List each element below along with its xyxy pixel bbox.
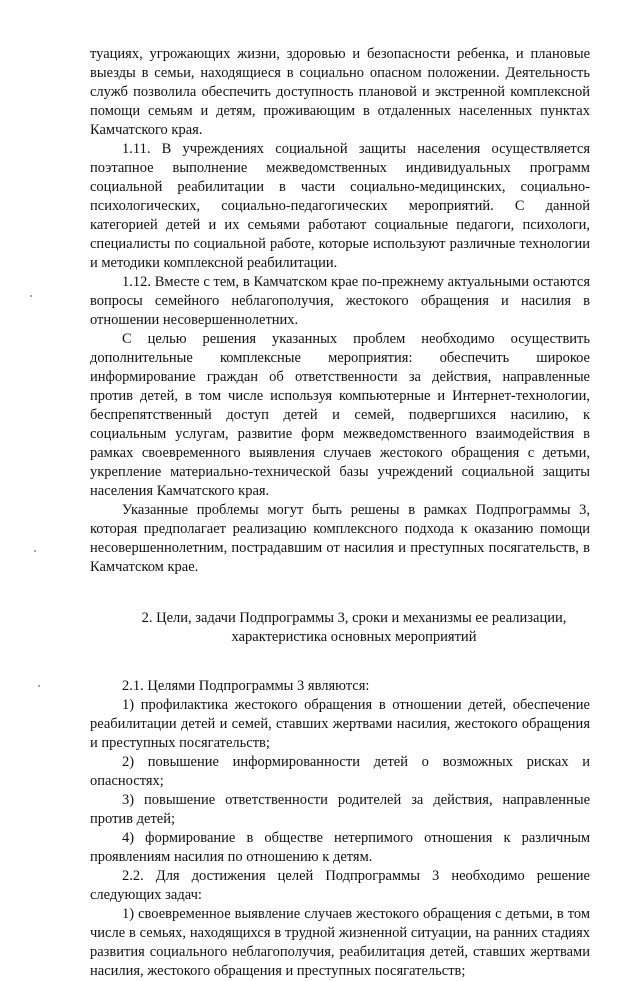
goal-item-2: 2) повышение информированности детей о возможных рисках и опасностях; — [90, 754, 590, 789]
goal-item-3: 3) повышение ответственности родителей за действия, направленные против детей; — [90, 792, 590, 827]
paragraph-continuation: туациях, угрожающих жизни, здоровью и безопасности ребенка, и плановые выезды в семьи, находящиеся в социально опасном положении. Деятельность служб позволила обеспечить доступность плановой и экстренной комплексной помощи семьям и детям, проживающим в отдаленных населенных пунктах Камчатского края. — [90, 46, 590, 138]
paragraph-measures: С целью решения указанных проблем необходимо осуществить дополнительные комплексные мероприятия: обеспечить широкое информирование граждан об ответственности за действия, направленные против детей, в том числе используя компьютерные и Интернет-технологии, беспрепятственный доступ детей и семей, подвергшихся насилию, к социальным услугам, развитие форм межведомственного взаимодействия в рамках своевременного выявления случаев жестокого обращения с детьми, укрепление материально-технической базы учреждений социальной защиты населения Камчатского края. — [90, 331, 590, 499]
paragraph-2-1: 2.1. Целями Подпрограммы 3 являются: — [122, 678, 370, 694]
paragraph-subprogram-solution: Указанные проблемы могут быть решены в рамках Подпрограммы 3, которая предполагает реализацию комплексного подхода к оказанию помощи несовершеннолетним, пострадавшим от насилия и преступных посягательств, в Камчатском крае. — [90, 502, 590, 575]
scan-artifact-dot — [38, 685, 40, 687]
scan-artifact-dot — [30, 295, 32, 297]
goal-item-1: 1) профилактика жестокого обращения в отношении детей, обеспечение реабилитации детей и семей, ставших жертвами насилия, жестокого обращения и преступных посягательств; — [90, 697, 590, 751]
paragraph-1-11: 1.11. В учреждениях социальной защиты населения осуществляется поэтапное выполнение межведомственных индивидуальных программ социальной реабилитации в части социально-медицинских, социально-психологических, социально-педагогических мероприятий. С данной категорией детей и их семьями работают социальные педагоги, психологи, специалисты по социальной работе, которые используют различные технологии и методики комплексной реабилитации. — [90, 141, 590, 271]
scan-artifact-dot — [34, 550, 36, 552]
section-heading-line-1: 2. Цели, задачи Подпрограммы 3, сроки и механизмы ее реализации, — [141, 610, 567, 626]
document-body — [90, 45, 590, 981]
goal-item-4: 4) формирование в обществе нетерпимого отношения к различным проявлениям насилия по отношению к детям. — [90, 830, 590, 865]
paragraph-2-2: 2.2. Для достижения целей Подпрограммы 3 необходимо решение следующих задач: — [90, 868, 590, 903]
section-heading-line-2: характеристика основных мероприятий — [231, 629, 477, 645]
task-item-1: 1) своевременное выявление случаев жестокого обращения с детьми, в том числе в семьях, находящихся в трудной жизненной ситуации, на ранних стадиях развития социального неблагополучия, реабилитация детей, ставших жертвами насилия, жестокого обращения и преступных посягательств; — [90, 906, 590, 979]
section-heading — [90, 609, 590, 647]
paragraph-1-12: 1.12. Вместе с тем, в Камчатском крае по-прежнему актуальными остаются вопросы семейного неблагополучия, жестокого обращения и насилия в отношении несовершеннолетних. — [90, 274, 590, 328]
